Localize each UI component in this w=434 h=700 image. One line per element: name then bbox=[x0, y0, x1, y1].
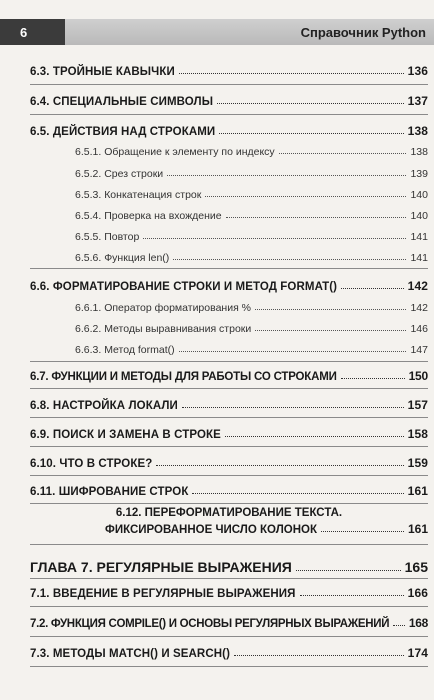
divider bbox=[30, 578, 428, 579]
toc-entry-page: 141 bbox=[410, 252, 428, 264]
toc-entry-title: 6.5.6. Функция len() bbox=[75, 252, 170, 264]
leader-dots bbox=[296, 570, 401, 571]
divider bbox=[30, 636, 428, 637]
toc-entry-page: 140 bbox=[410, 189, 428, 201]
toc-entry-page: 161 bbox=[407, 484, 428, 498]
toc-entry-title: 6.5.1. Обращение к элементу по индексу bbox=[75, 146, 275, 158]
divider bbox=[30, 417, 428, 418]
leader-dots bbox=[341, 378, 405, 379]
toc-entry-page: 140 bbox=[410, 210, 428, 222]
toc-entry-title: 6.5.5. Повтор bbox=[75, 231, 140, 243]
toc-entry[interactable] bbox=[0, 478, 434, 498]
leader-dots bbox=[255, 309, 406, 310]
leader-dots bbox=[393, 625, 405, 626]
chapter-title: ГЛАВА 7. РЕГУЛЯРНЫЕ ВЫРАЖЕНИЯ bbox=[30, 559, 292, 575]
leader-dots bbox=[226, 217, 407, 218]
toc-entry-title: 6.6.1. Оператор форматирования % bbox=[75, 302, 252, 314]
divider bbox=[30, 268, 428, 269]
toc-entry-title: 6.9. ПОИСК И ЗАМЕНА В СТРОКЕ bbox=[30, 429, 221, 441]
toc-entry-page: 158 bbox=[407, 427, 428, 441]
toc-entry-page: 137 bbox=[407, 94, 428, 108]
toc-chapter[interactable] bbox=[0, 551, 434, 575]
toc-subentry[interactable] bbox=[0, 181, 434, 201]
toc-entry[interactable] bbox=[0, 363, 434, 383]
leader-dots bbox=[217, 103, 404, 104]
leader-dots bbox=[341, 288, 404, 289]
toc-entry[interactable] bbox=[0, 118, 434, 138]
toc-entry-title: 6.10. ЧТО В СТРОКЕ? bbox=[30, 458, 153, 470]
toc-entry[interactable] bbox=[0, 392, 434, 412]
toc-entry-title: 6.6.2. Методы выравнивания строки bbox=[75, 323, 252, 335]
divider bbox=[30, 606, 428, 607]
leader-dots bbox=[234, 655, 404, 656]
toc-entry-page: 161 bbox=[407, 522, 428, 536]
leader-dots bbox=[143, 238, 406, 239]
chapter-page: 165 bbox=[404, 559, 428, 575]
toc-entry[interactable] bbox=[0, 58, 434, 78]
toc-entry-title: 6.11. ШИФРОВАНИЕ СТРОК bbox=[30, 486, 189, 498]
toc-entry-multiline[interactable] bbox=[0, 507, 434, 536]
toc-entry[interactable] bbox=[0, 580, 434, 600]
toc-entry-title: 6.3. ТРОЙНЫЕ КАВЫЧКИ bbox=[30, 66, 175, 78]
toc-entry-title: 6.5.4. Проверка на вхождение bbox=[75, 210, 222, 222]
toc-entry-page: 174 bbox=[407, 646, 428, 660]
toc-entry-title: 6.5. ДЕЙСТВИЯ НАД СТРОКАМИ bbox=[30, 126, 216, 138]
leader-dots bbox=[167, 175, 406, 176]
divider bbox=[30, 84, 428, 85]
toc-entry[interactable] bbox=[0, 610, 434, 630]
toc-subentry[interactable] bbox=[0, 244, 434, 264]
toc-entry-page: 141 bbox=[410, 231, 428, 243]
toc-entry[interactable] bbox=[0, 421, 434, 441]
toc-entry-title: 7.2. ФУНКЦИЯ COMPILE() И ОСНОВЫ РЕГУЛЯРНЫХ ВЫРАЖЕНИЙ bbox=[30, 618, 390, 630]
leader-dots bbox=[321, 531, 404, 532]
toc-subentry[interactable] bbox=[0, 315, 434, 335]
divider bbox=[30, 361, 428, 362]
toc-entry-title: 7.1. ВВЕДЕНИЕ В РЕГУЛЯРНЫЕ ВЫРАЖЕНИЯ bbox=[30, 588, 296, 600]
leader-dots bbox=[225, 436, 404, 437]
toc-entry-title-continued: ФИКСИРОВАННОЕ ЧИСЛО КОЛОНОК bbox=[105, 524, 317, 536]
toc-entry-page: 150 bbox=[408, 369, 428, 383]
leader-dots bbox=[179, 351, 407, 352]
divider bbox=[30, 388, 428, 389]
toc-entry-page: 146 bbox=[410, 323, 428, 335]
leader-dots bbox=[255, 330, 406, 331]
toc-entry-page: 138 bbox=[407, 124, 428, 138]
toc-entry-title: 6.7. ФУНКЦИИ И МЕТОДЫ ДЛЯ РАБОТЫ СО СТРОКАМИ bbox=[30, 371, 337, 383]
leader-dots bbox=[156, 465, 403, 466]
toc-entry-page: 157 bbox=[407, 398, 428, 412]
toc-subentry[interactable] bbox=[0, 138, 434, 158]
toc-entry-title: 6.6.3. Метод format() bbox=[75, 344, 175, 356]
book-title: Справочник Python bbox=[300, 24, 426, 40]
toc-entry-title: 6.4. СПЕЦИАЛЬНЫЕ СИМВОЛЫ bbox=[30, 96, 214, 108]
divider bbox=[30, 475, 428, 476]
toc-entry-title: 7.3. МЕТОДЫ MATCH() И SEARCH() bbox=[30, 648, 231, 660]
toc-entry[interactable] bbox=[0, 273, 434, 293]
toc-entry-page: 142 bbox=[410, 302, 428, 314]
toc-entry-page: 147 bbox=[410, 344, 428, 356]
divider bbox=[30, 666, 428, 667]
toc-entry-title: 6.6. ФОРМАТИРОВАНИЕ СТРОКИ И МЕТОД FORMAT() bbox=[30, 281, 338, 293]
leader-dots bbox=[205, 196, 406, 197]
toc-entry-title: 6.12. ПЕРЕФОРМАТИРОВАНИЕ ТЕКСТА. bbox=[115, 507, 343, 519]
toc-entry-page: 168 bbox=[408, 616, 428, 630]
divider bbox=[30, 544, 428, 545]
page-number: 6 bbox=[0, 19, 65, 45]
toc-entry-title: 6.5.3. Конкатенация строк bbox=[75, 189, 202, 201]
leader-dots bbox=[279, 153, 407, 154]
toc-entry[interactable] bbox=[0, 640, 434, 660]
toc-entry-page: 142 bbox=[407, 279, 428, 293]
toc-entry-page: 159 bbox=[407, 456, 428, 470]
toc-entry[interactable] bbox=[0, 450, 434, 470]
toc-entry-page: 136 bbox=[407, 64, 428, 78]
toc-entry-page: 166 bbox=[407, 586, 428, 600]
divider bbox=[30, 446, 428, 447]
leader-dots bbox=[219, 133, 403, 134]
toc-subentry[interactable] bbox=[0, 160, 434, 180]
toc-subentry[interactable] bbox=[0, 202, 434, 222]
toc-entry[interactable] bbox=[0, 88, 434, 108]
toc-entry-title: 6.8. НАСТРОЙКА ЛОКАЛИ bbox=[30, 400, 178, 412]
toc-entry-page: 138 bbox=[410, 146, 428, 158]
toc-entry-page: 139 bbox=[410, 168, 428, 180]
leader-dots bbox=[179, 73, 404, 74]
toc-subentry[interactable] bbox=[0, 294, 434, 314]
toc-subentry[interactable] bbox=[0, 223, 434, 243]
leader-dots bbox=[182, 407, 404, 408]
leader-dots bbox=[192, 493, 403, 494]
leader-dots bbox=[173, 259, 406, 260]
toc-subentry[interactable] bbox=[0, 336, 434, 356]
divider bbox=[30, 114, 428, 115]
toc-entry-title: 6.5.2. Срез строки bbox=[75, 168, 164, 180]
divider bbox=[30, 503, 428, 504]
leader-dots bbox=[300, 595, 404, 596]
